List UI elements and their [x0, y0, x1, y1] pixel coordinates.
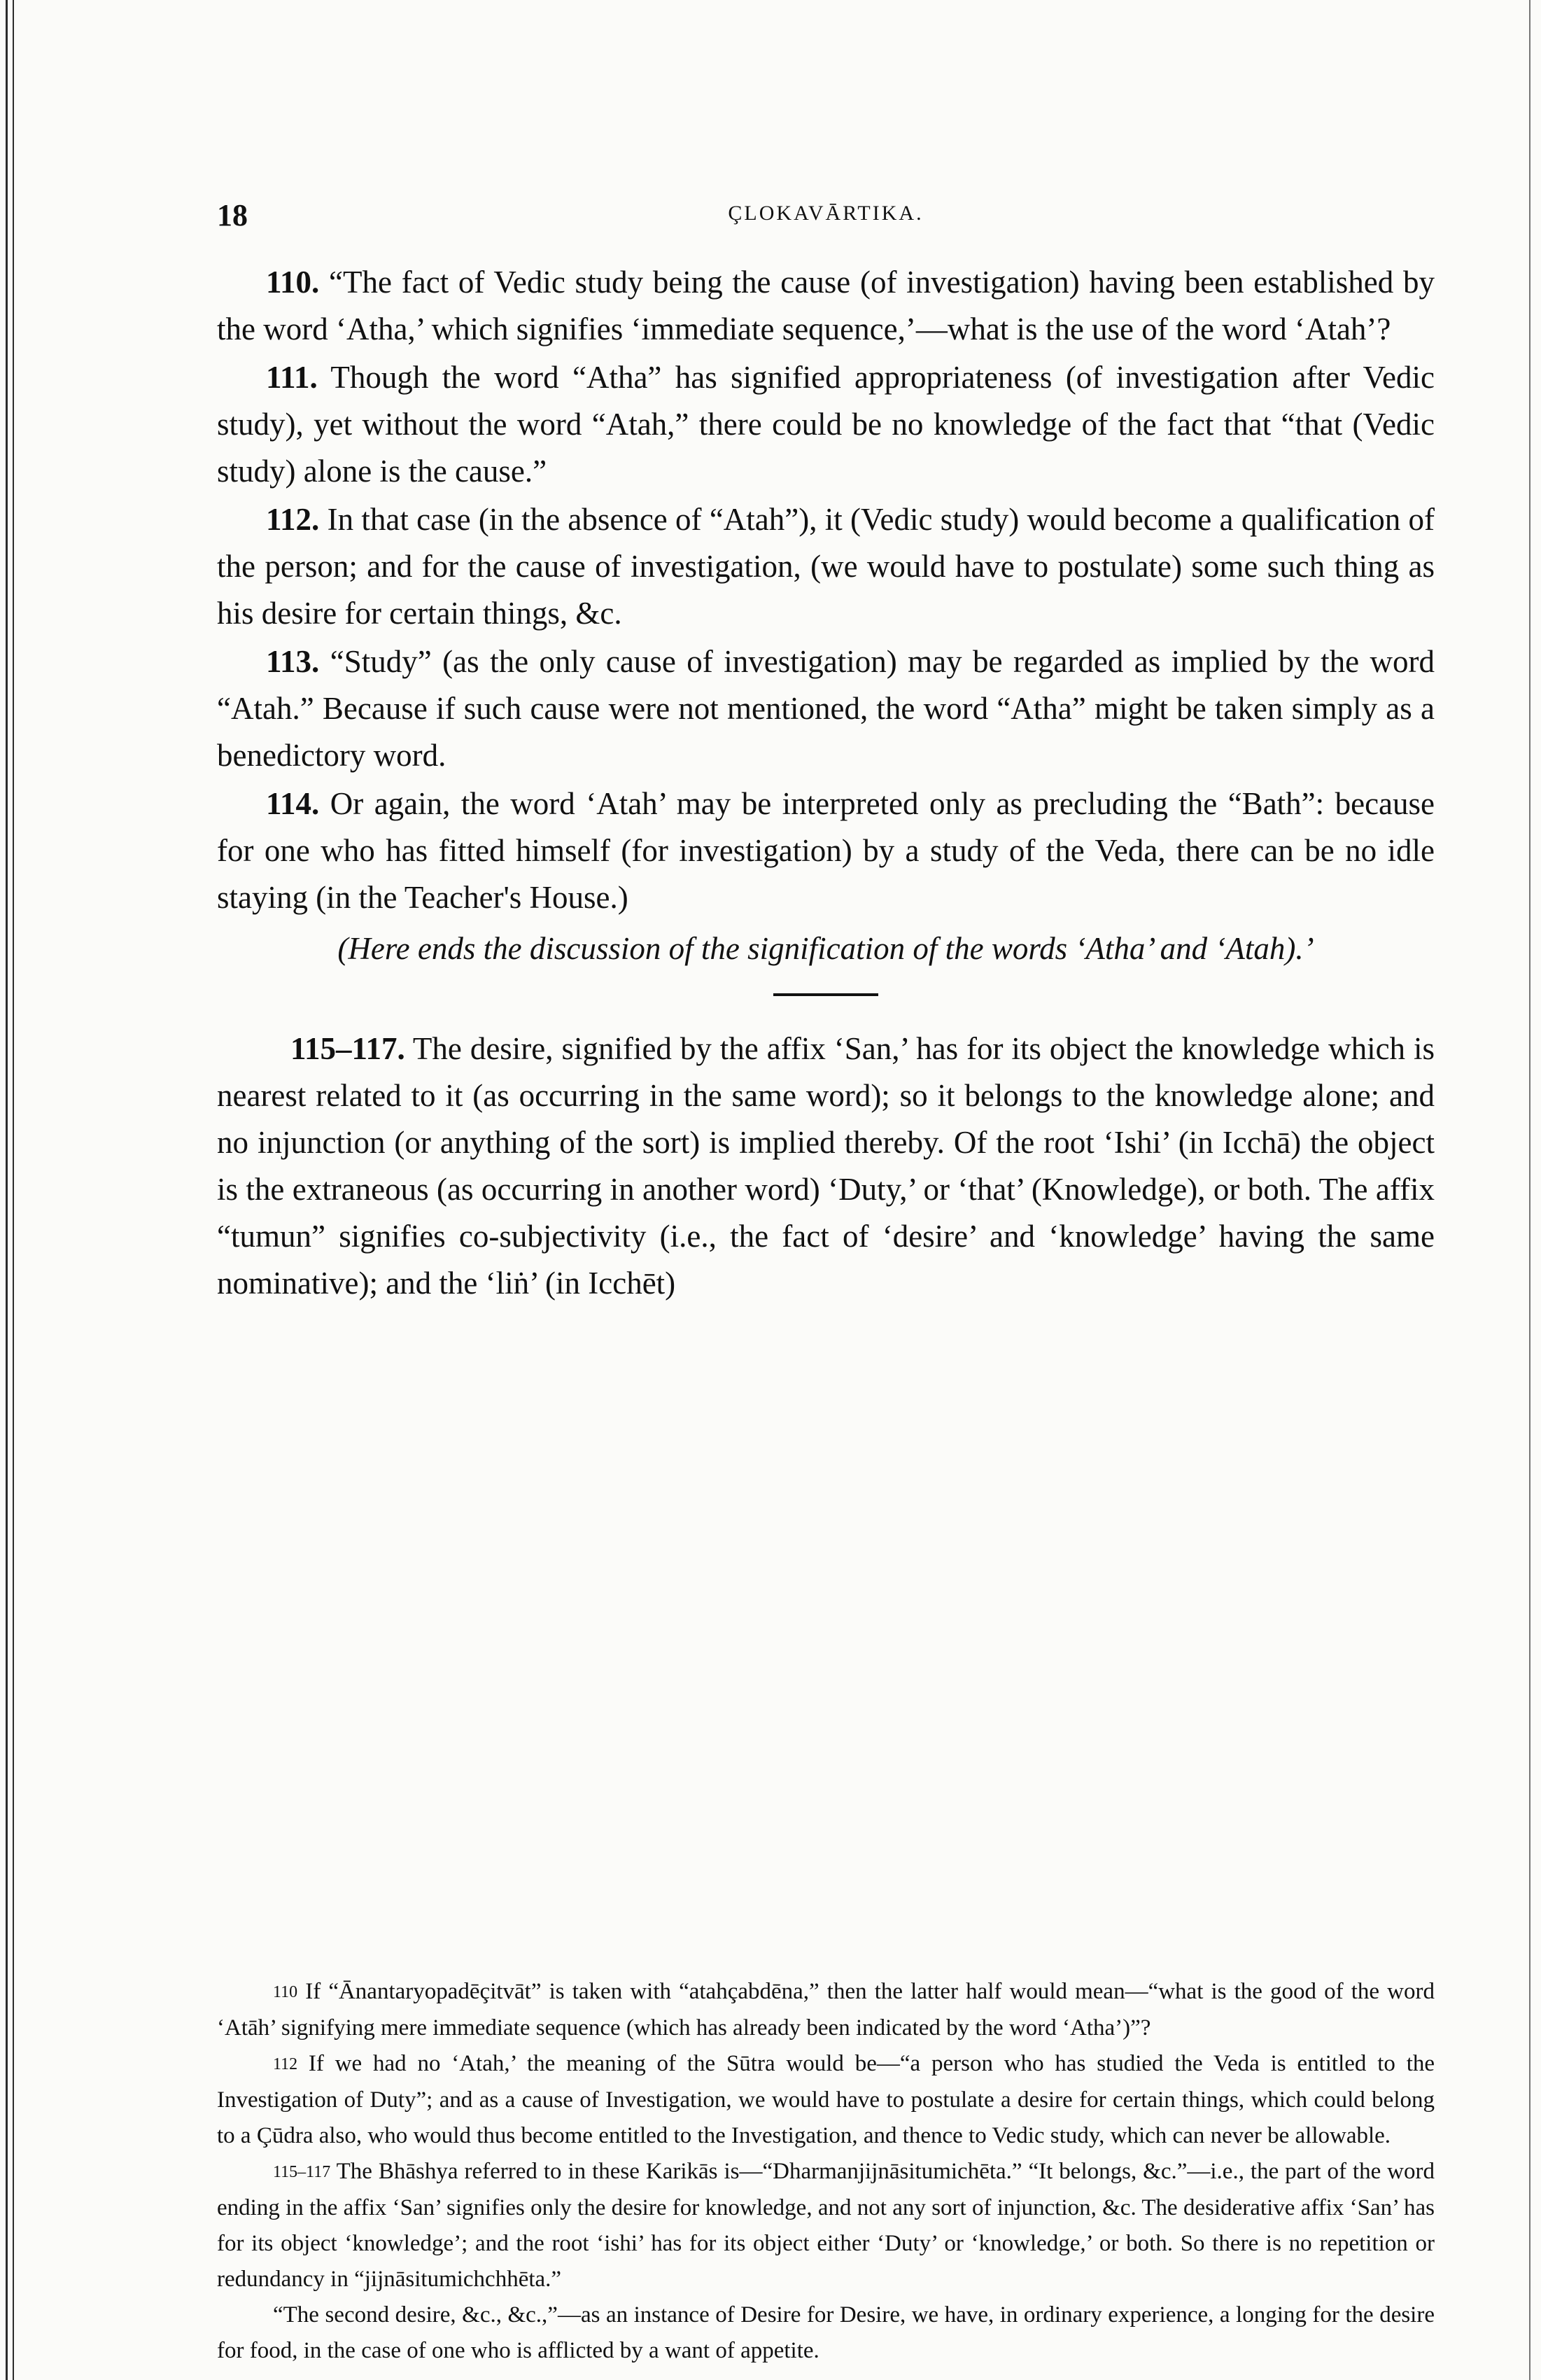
- footnote-number: 112: [273, 2055, 298, 2073]
- verse-number: 111.: [266, 360, 318, 395]
- footnote-text: If we had no ‘Atah,’ the meaning of the Sūtra would be—“a person who has studied the Veda is entitled to the Investigation of Duty”; and as a cause of Investigation, we would have to postulate a desire for certain things, which could belong to a Çūdra also, who would thus become entitled to the Investigation, and thence to Vedic study, which can never be allowable.: [217, 2051, 1435, 2148]
- verse-paragraph: [217, 259, 1435, 353]
- verse-text: “Study” (as the only cause of investigation) may be regarded as implied by the word “Atah.” Because if such cause were not mentioned, the word “Atha” might be taken simply as a benedictory word.: [217, 644, 1435, 773]
- footnote: [217, 2046, 1435, 2154]
- verse-paragraph: [217, 638, 1435, 779]
- footnote-text: “The second desire, &c., &c.,”—as an instance of Desire for Desire, we have, in ordinary experience, a longing for the desire for food, in the case of one who is afflicted by a want of appetite.: [217, 2302, 1435, 2363]
- footnote-text: If “Ānantaryopadēçitvāt” is taken with “atahçabdēna,” then the latter half would mean—“what is the good of the word ‘Atāh’ signifying mere immediate sequence (which has already been indicated by the word ‘Atha’)”?: [217, 1979, 1435, 2040]
- footnote-number: 115–117: [273, 2163, 331, 2181]
- binding-edge-line: [13, 0, 14, 2380]
- verse-text: In that case (in the absence of “Atah”), it (Vedic study) would become a qualification of the person; and for the cause of investigation, (we would have to postulate) some such thing as his desire for certain things, &c.: [217, 502, 1435, 631]
- verse-text: The desire, signified by the affix ‘San,’ has for its object the knowledge which is nearest related to it (as occurring in the same word); so it belongs to the knowledge alone; and no injunction (or anything of the sort) is implied thereby. Of the root ‘Ishi’ (in Icchā) the object is the extraneous (as occurring in another word) ‘Duty,’ or ‘that’ (Knowledge), or both. The affix “tumun” signifies co-subjectivity (i.e., the fact of ‘desire’ and ‘knowledge’ having the same nominative); and the ‘liṅ’ (in Icchēt): [217, 1031, 1435, 1301]
- footnote: [217, 2297, 1435, 2369]
- section-divider: [773, 993, 878, 996]
- verse-paragraph: [217, 354, 1435, 495]
- running-title: ÇLOKAVĀRTIKA.: [728, 202, 924, 225]
- verse-number: 115–117.: [290, 1031, 405, 1066]
- verse-paragraph: [217, 780, 1435, 921]
- verse-text: “The fact of Vedic study being the cause (of investigation) having been established by the word ‘Atha,’ which signifies ‘immediate sequence,’—what is the use of the word ‘Atah’?: [217, 265, 1435, 346]
- verse-paragraph: [217, 496, 1435, 637]
- footnotes: [217, 1974, 1435, 2369]
- editor-note: (Here ends the discussion of the signification of the words ‘Atha’ and ‘Atah).’: [337, 931, 1314, 966]
- footnote-text: The Bhāshya referred to in these Karikās is—“Dharmanjijnāsitumichēta.” “It belongs, &c.”—i.e., the part of the word ending in the affix ‘San’ signifies only the desire for knowledge, and not any sort of injunction, &c. The desiderative affix ‘San’ has for its object ‘knowledge’; and the root ‘ishi’ has for its object either ‘Duty’ or ‘knowledge,’ or both. So there is no repetition or redundancy in “jijnāsitumichchhēta.”: [217, 2159, 1435, 2292]
- running-head: [217, 197, 1435, 239]
- verse-text: Though the word “Atha” has signified appropriateness (of investigation after Vedic study), yet without the word “Atah,” there could be no knowledge of the fact that “that (Vedic study) alone is the cause.”: [217, 360, 1435, 489]
- page-number: 18: [217, 198, 248, 232]
- verse-text: Or again, the word ‘Atah’ may be interpreted only as precluding the “Bath”: because for one who has fitted himself (for investigation) by a study of the Veda, there can be no idle staying (in the Teacher's House.): [217, 786, 1435, 915]
- binding-edge-line: [1529, 0, 1531, 2380]
- main-text: [217, 259, 1435, 1308]
- footnote: [217, 2154, 1435, 2297]
- binding-edge-line: [6, 0, 8, 2380]
- verse-number: 113.: [266, 644, 320, 679]
- verse-paragraph: [217, 1026, 1435, 1307]
- verse-number: 110.: [266, 265, 320, 300]
- footnote-number: 110: [273, 1983, 298, 2001]
- verse-number: 112.: [266, 502, 320, 537]
- verse-number: 114.: [266, 786, 320, 821]
- footnote: [217, 1974, 1435, 2046]
